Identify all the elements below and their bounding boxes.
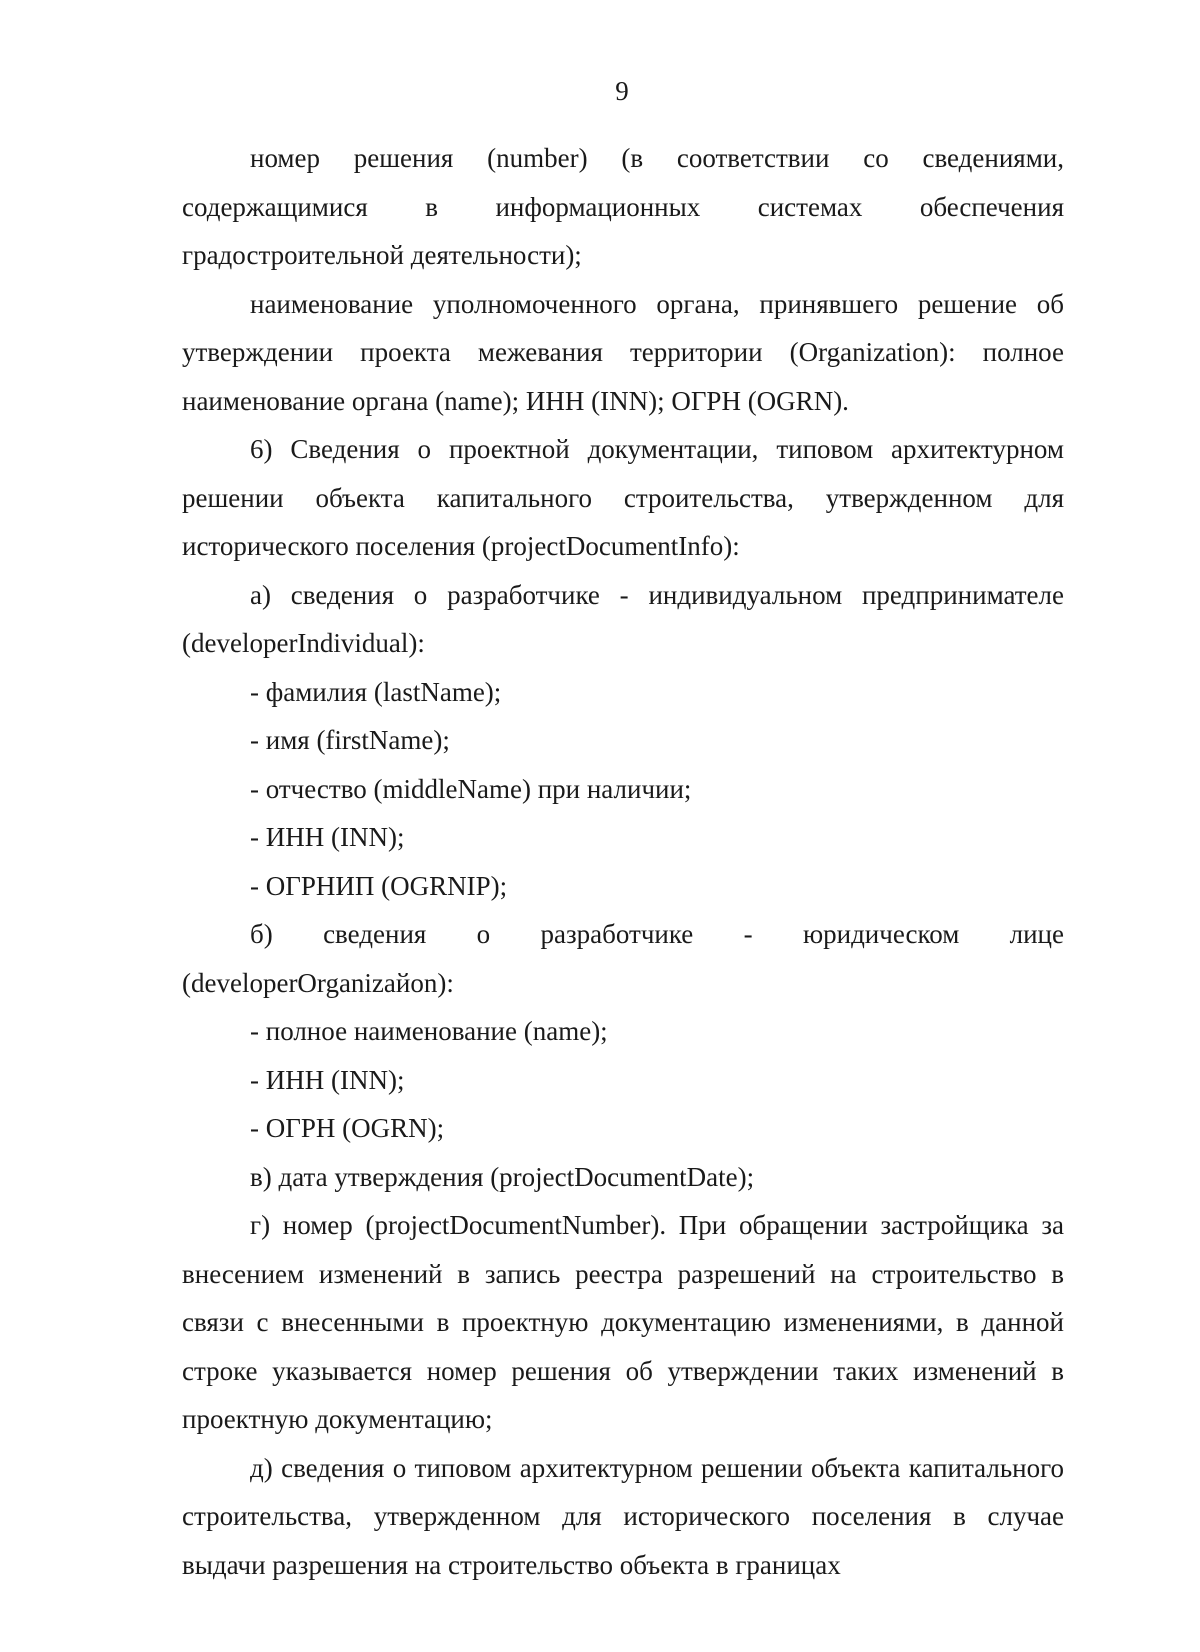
list-item-inn-org: - ИНН (INN);	[250, 1064, 405, 1095]
paragraph-decision-number: номер решения (number) (в соответствии со сведениями, содержащимися в информационных системах обеспечения градостроительной деятельности);	[182, 143, 1064, 270]
paragraph-item-v: в) дата утверждения (projectDocumentDate);	[250, 1161, 755, 1192]
list-item-first-name: - имя (firstName);	[250, 725, 450, 755]
document-body	[182, 134, 1064, 1589]
paragraph-item-a: а) сведения о разработчике - индивидуальном предпринимателе (developerIndividual):	[182, 579, 1064, 658]
list-item-full-name: - полное наименование (name);	[250, 1016, 608, 1046]
list-item-ogrnip: - ОГРНИП (OGRNIP);	[250, 870, 508, 901]
paragraph-item-b: б) сведения о разработчике - юридическом лице (developerOrganizaйon):	[182, 919, 1064, 998]
paragraph-authority-name: наименование уполномоченного органа, принявшего решение об утверждении проекта межевания территории (Organization): полное наименование органа (name); ИНН (INN); ОГРН (OGRN).	[182, 288, 1064, 416]
list-item-inn: - ИНН (INN);	[250, 822, 405, 852]
paragraph-item-d: д) сведения о типовом архитектурном решении объекта капитального строительства, утвержденном для исторического поселения в случае выдачи разрешения на строительство объекта в границах	[182, 1452, 1064, 1580]
page-number: 9	[615, 76, 629, 106]
paragraph-section-6: 6) Сведения о проектной документации, типовом архитектурном решении объекта капитального строительства, утвержденном для исторического поселения (projectDocumentInfo):	[182, 434, 1064, 561]
list-item-ogrn: - ОГРН (OGRN);	[250, 1113, 445, 1143]
list-item-last-name: - фамилия (lastName);	[250, 676, 502, 707]
paragraph-item-g: г) номер (projectDocumentNumber). При обращении застройщика за внесением изменений в запись реестра разрешений на строительство в связи с внесенными в проектную документацию изменениями, в данной строке указывается номер решения об утверждении таких изменений в проектную документацию;	[182, 1210, 1064, 1434]
list-item-middle-name: - отчество (middleName) при наличии;	[250, 773, 692, 804]
